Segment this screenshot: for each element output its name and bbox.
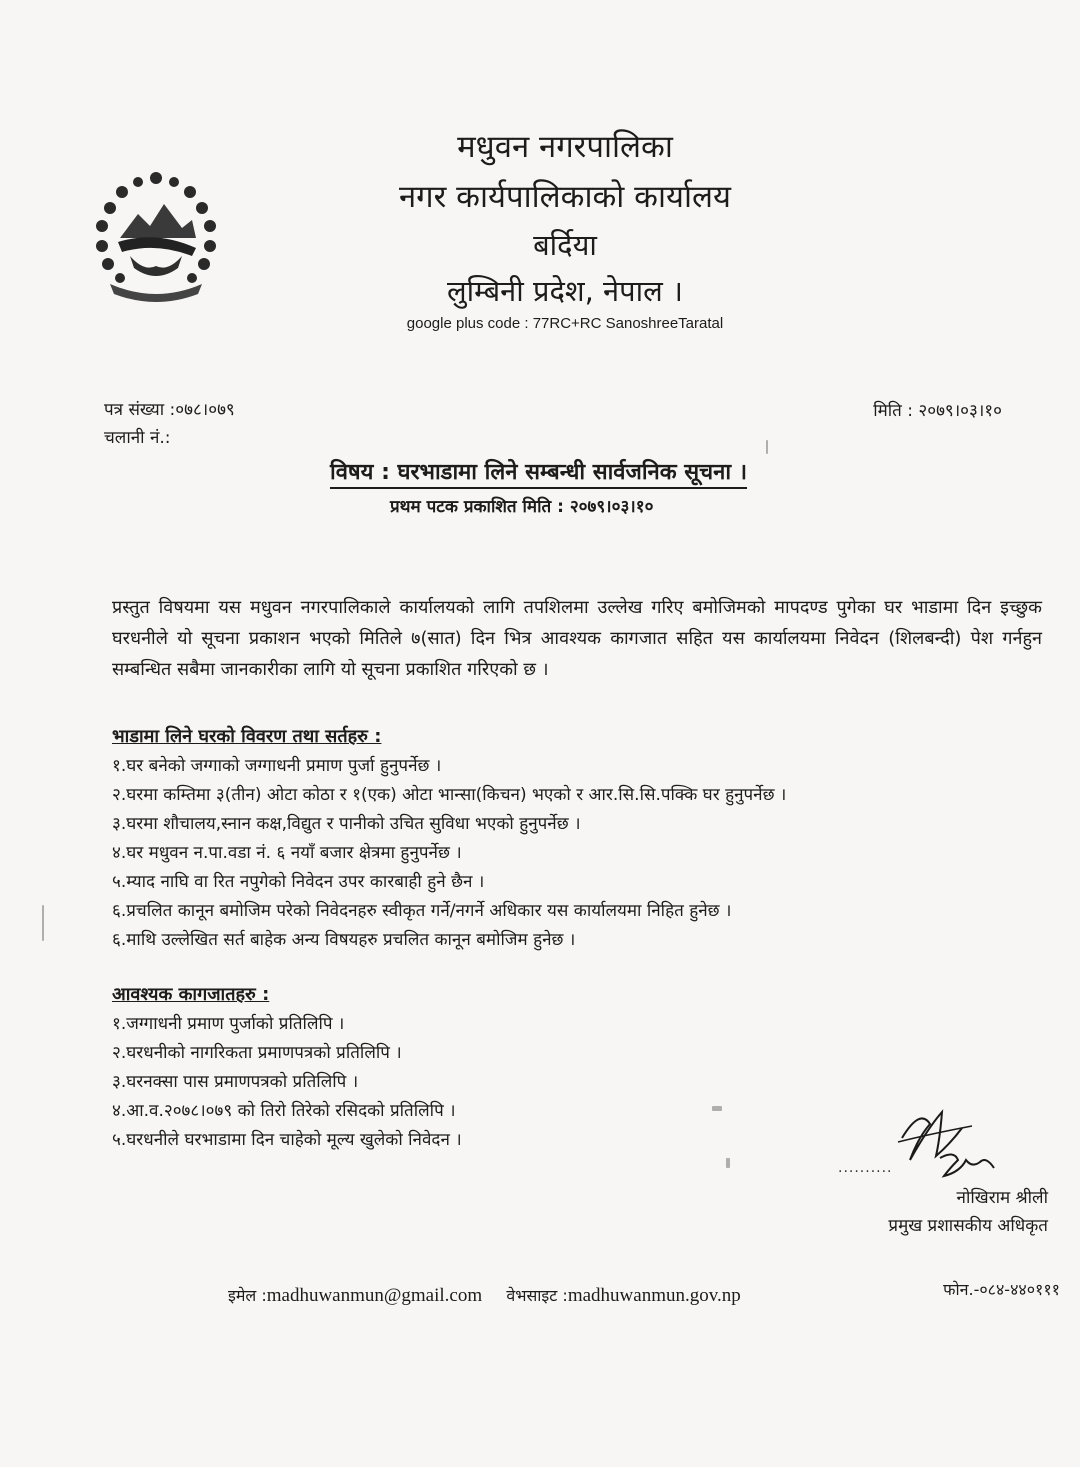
email-label: इमेल : <box>228 1286 267 1305</box>
plus-code: google plus code : 77RC+RC SanoshreeTaratal <box>406 315 724 332</box>
letterhead <box>330 125 800 332</box>
condition-item: २.घरमा कम्तिमा ३(तीन) ओटा कोठा र १(एक) ओटा भान्सा(किचन) भएको र आर.सि.सि.पक्कि घर हुनुपर्नेछ । <box>112 785 787 805</box>
condition-item: ६.माथि उल्लेखित सर्त बाहेक अन्य विषयहरु प्रचलित कानून बमोजिम हुनेछ । <box>112 930 576 950</box>
scan-speck <box>766 440 768 454</box>
phone-number: फोन.-०८४-४४०१११ <box>943 1280 1060 1299</box>
email-address: madhuwanmun@gmail.com <box>266 1285 483 1306</box>
conditions-list <box>112 752 1012 955</box>
contact-footer <box>228 1280 1068 1307</box>
published-date: प्रथम पटक प्रकाशित मिति : २०७९।०३।१० <box>390 497 654 517</box>
condition-item: ५.म्याद नाघि वा रित नपुगेको निवेदन उपर कारबाही हुने छैन । <box>112 872 485 892</box>
website-address: madhuwanmun.gov.np <box>567 1285 741 1306</box>
document-item: ५.घरधनीले घरभाडामा दिन चाहेको मूल्य खुलेको निवेदन । <box>112 1130 462 1150</box>
notice-body: प्रस्तुत विषयमा यस मधुवन नगरपालिकाले कार्यालयको लागि तपशिलमा उल्लेख गरिए बमोजिमको मापदण्ड पुगेका घर भाडामा दिन इच्छुक घरधनीले यो सूचना प्रकाशन भएको मितिले ७(सात) दिन भित्र आवश्यक कागजात सहित यस कार्यालयमा निवेदन (शिलबन्दी) पेश गर्नहुन सम्बन्धित सबैमा जानकारीका लागि यो सूचना प्रकाशित गरिएको छ । <box>112 597 1042 680</box>
document-item: १.जग्गाधनी प्रमाण पुर्जाको प्रतिलिपि । <box>112 1014 345 1034</box>
province-name: लुम्बिनी प्रदेश, नेपाल । <box>447 274 683 308</box>
letter-number: पत्र संख्या :०७८।०७९ <box>104 400 235 420</box>
document-item: २.घरधनीको नागरिकता प्रमाणपत्रको प्रतिलिपि । <box>112 1043 402 1063</box>
signatory-name: नोखिराम श्रीली <box>956 1188 1048 1208</box>
signature-line: .......... <box>838 1160 893 1176</box>
conditions-section <box>112 722 1012 955</box>
condition-item: ६.प्रचलित कानून बमोजिम परेको निवेदनहरु स्वीकृत गर्ने/नगर्ने अधिकार यस कार्यालयमा निहित हुनेछ । <box>112 901 732 921</box>
notice-date: मिति : २०७९।०३।१० <box>873 401 1002 421</box>
subject-title: विषय : घरभाडामा लिने सम्बन्धी सार्वजनिक सूचना । <box>330 456 747 489</box>
municipality-name: मधुवन नगरपालिका <box>457 129 673 165</box>
scan-speck <box>726 1158 730 1168</box>
condition-item: ३.घरमा शौचालय,स्नान कक्ष,विद्युत र पानीको उचित सुविधा भएको हुनुपर्नेछ । <box>112 814 581 834</box>
document-item: ३.घरनक्सा पास प्रमाणपत्रको प्रतिलिपि । <box>112 1072 359 1092</box>
scan-speck <box>712 1106 722 1111</box>
reference-block <box>104 396 235 452</box>
conditions-heading: भाडामा लिने घरको विवरण तथा सर्तहरु : <box>112 726 382 747</box>
signatory-title: प्रमुख प्रशासकीय अधिकृत <box>888 1216 1048 1236</box>
dispatch-number: चलानी नं.: <box>104 428 171 448</box>
website-label: वेभसाइट : <box>506 1286 568 1305</box>
signatory-block <box>818 1184 1048 1240</box>
documents-list <box>112 1010 672 1155</box>
documents-section <box>112 980 672 1155</box>
nepal-government-emblem-icon <box>92 168 220 304</box>
scan-speck <box>42 905 44 941</box>
office-name: नगर कार्यपालिकाको कार्यालय <box>398 179 732 215</box>
condition-item: १.घर बनेको जग्गाको जग्गाधनी प्रमाण पुर्जा हुनुपर्नेछ । <box>112 756 442 776</box>
document-item: ४.आ.व.२०७८।०७९ को तिरो तिरेको रसिदको प्रतिलिपि । <box>112 1101 456 1121</box>
handwritten-signature <box>880 1098 1010 1184</box>
condition-item: ४.घर मधुवन न.पा.वडा नं. ६ नयाँ बजार क्षेत्रमा हुनुपर्नेछ । <box>112 843 462 863</box>
district-name: बर्दिया <box>533 228 597 262</box>
documents-heading: आवश्यक कागजातहरु : <box>112 984 270 1005</box>
